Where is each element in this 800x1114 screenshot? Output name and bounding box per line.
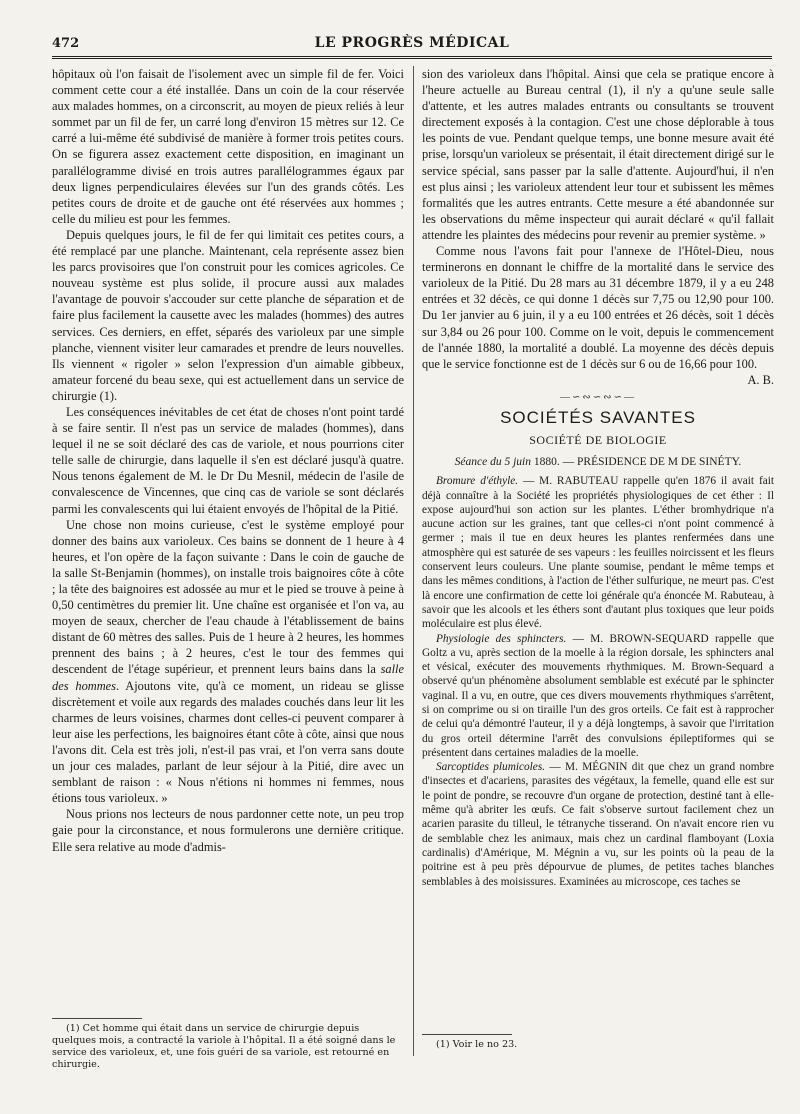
emphasis: salle des hommes bbox=[52, 662, 404, 693]
session-presidency: 1880. — PRÉSIDENCE DE M DE SINÉTY. bbox=[531, 456, 742, 469]
paragraph: Nous prions nos lecteurs de nous pardonner cette note, un peu trop gaie pour la circonstance, et nous formulerons une dernière critique. Elle sera relative au mode d'admis- bbox=[52, 807, 404, 854]
paragraph bbox=[52, 517, 404, 807]
paragraph-text: — M. MÉGNIN dit que chez un grand nombre d'insectes et d'acariens, parasites des végétaux, la femelle, quand elle est sur le point de pondre, se recouvre d'un organe de protection, destiné tant à elle-même qu'à abriter les œufs. Ce fait s'observe surtout facilement chez un acarien parasite du tilleul, le tétranyche tisserand. On n'avait encore rien vu de semblable chez les animaux, mais chez un cardinal flamboyant (Loxia cardinalis) d'Amérique, M. Mégnin a vu, sur les points où la peau de la poitrine est à peu près dépourvue de plumes, de petites taches blanches semblables à des moisissures. Examinées au microscope, ces taches se bbox=[422, 761, 774, 888]
ornament-divider: —∽∾∽∾∽— bbox=[560, 391, 636, 403]
footnote: (1) Voir le no 23. bbox=[436, 1039, 518, 1050]
signature: A. B. bbox=[747, 372, 774, 387]
right-footnote-area bbox=[422, 1028, 774, 1051]
paragraph-title: Sarcoptides plumicoles. bbox=[436, 761, 546, 774]
left-column bbox=[52, 66, 404, 855]
proceedings bbox=[422, 474, 774, 889]
page-number: 472 bbox=[52, 36, 80, 51]
footnote-rule bbox=[422, 1034, 512, 1035]
paragraph bbox=[422, 760, 774, 889]
footnote-rule bbox=[52, 1018, 142, 1019]
left-footnote-area bbox=[52, 1012, 404, 1071]
column-divider bbox=[413, 66, 414, 1056]
text-run: . Ajoutons vite, qu'à ce moment, un rideau se glisse discrètement et voile aux regards des malades couchés dans leur lit les charmes de leurs voisines, charmes dont celles-ci peuvent comparer à leur aise les perfections, les baignoires étant côte à côte, ainsi que nous l'avons dit. Cela est très joli, n'est-il pas vrai, et l'on verra sans doute un jour ces malades, parlant de leur séjour à la Pitié, dire avec un semblant de raison : « Nous n'étions ni hommes ni femmes, nous étions tous varioleux. » bbox=[52, 678, 404, 806]
text-run: Une chose non moins curieuse, c'est le système employé pour donner des bains aux varioleux. Ces bains se donnent de 1 heure à 4 heures, et l'on opère de la façon suivante : Dans le coin de gauche de la salle St-Benjamin (hommes), on installe trois baignoires côte à côte ; la tête des baignoires est adossée au mur et le pied se trouve à peine à 0,50 centimètres du premier lit. Une chaîne est organisée et l'on va, au moyen de seaux, chercher de l'eau chaude à l'établissement de bains distant de 60 mètres des salles. Puis de 1 heure à 2 heures, les hommes prennent des bains ; à 2 heures, c'est le tour des femmes qui descendent de l'étage supérieur, et prennent leurs bains dans la bbox=[52, 517, 404, 677]
page-header bbox=[52, 34, 772, 59]
paragraph: Comme nous l'avons fait pour l'annexe de l'Hôtel-Dieu, nous terminerons en donnant le chiffre de la mortalité dans le service des varioleux de la Pitié. Du 28 mars au 31 décembre 1879, il y a eu 248 entrées et 32 décès, ce qui donne 1 décès sur 7,75 ou 12,90 pour 100. Du 1er janvier au 6 juin, il y a eu 100 entrées et 26 décès, soit 1 décès sur 3,84 ou 26 pour 100. Comme on le voit, depuis le commencement de l'année 1880, la mortalité a doublé. La moyenne des décès depuis que le service fonctionne est de 1 décès sur 6 ou de 16,66 pour 100. bbox=[422, 244, 774, 371]
paragraph bbox=[422, 474, 774, 631]
page-title: LE PROGRÈS MÉDICAL bbox=[314, 35, 510, 51]
paragraph: Les conséquences inévitables de cet état de choses n'ont point tardé à se faire sentir. Il n'est pas un service de malades (hommes), dans lequel il ne se soit déclaré des cas de variole, et nous pourrions citer telle salle de chirurgie, dans laquelle il s'en est déclaré jusqu'à quatre. Nous tenons également de M. le Dr Du Mesnil, médecin de l'asile de convalescence de Vincennes, que cinq cas de variole se sont déclarés parmi les convalescents qui lui étaient envoyés de l'hôpital de la Pitié. bbox=[52, 404, 404, 516]
section-title: SOCIÉTÉS SAVANTES bbox=[500, 407, 696, 427]
right-column bbox=[422, 66, 774, 889]
paragraph-title: Physiologie des sphincters. bbox=[436, 632, 567, 645]
footnote: (1) Cet homme qui était dans un service de chirurgie depuis quelques mois, a contracté la variole à l'hôpital. Il a été soigné dans le service des varioleux, et, une fois guéri de sa variole, est retourné en chirurgie. bbox=[52, 1023, 396, 1070]
session-line bbox=[422, 454, 774, 470]
session-date: Séance du 5 juin bbox=[454, 456, 531, 469]
paragraph: sion des varioleux dans l'hôpital. Ainsi que cela se pratique encore à l'heure actuelle au Bureau central (1), il n'y a qu'une seule salle d'attente, et les autres malades entrants ou consultants se trouvent directement exposés à la contagion. C'est une chose déplorable à tous les points de vue. Pendant quelque temps, une bonne mesure avait été prise, lorsqu'un varioleux se présentait, il était directement dirigé sur le service spécial, sans passer par la salle d'attente. Aujourd'hui, il n'en est plus ainsi ; les varioleux attendent leur tour et subissent les mêmes formalités que les autres entrants. Cette mesure a été abandonnée sur les observations du même inspecteur qui aurait déclaré « qu'il fallait attendre les plaintes des médecins pour revenir au premier système. » bbox=[422, 67, 774, 242]
paragraph bbox=[422, 632, 774, 761]
paragraph: Depuis quelques jours, le fil de fer qui limitait ces petites cours, a été remplacé par une planche. Maintenant, cela représente assez bien les parcs provisoires que l'on construit pour les comices agricoles. Ce nouveau système est plus solide, il procure aussi aux malades l'avantage de pouvoir s'accouder sur cette planche de séparation et de faire plus facilement la causette avec les malades (hommes) des autres services. Ces derniers, en effet, séparés des varioleux par une simple planche, viennent visiter leur camarades et prendre de leurs nouvelles. Ils viennent « rigoler » selon l'expression d'un aimable gibbeux, amateur forcené du beau sexe, qui est actuellement dans un service de chirurgie (1). bbox=[52, 227, 404, 403]
paragraph-text: — M. RABUTEAU rappelle qu'en 1876 il avait fait déjà connaître à la Société les propriétés physiologiques de cet éther : Il expose aujourd'hui son action sur les plantes. L'éther bromhydrique n'a aucune action sur les graines, tant que celles-ci n'ont point commencé à germer ; mais il tue en deux heures les plantes renfermées dans une atmosphère qui est saturée de ses vapeurs : les feuilles noircissent et les fleurs conservent leurs couleurs. Une plante soumise, pendant le même temps et dans les mêmes conditions, à l'action de l'éther sulfurique, ne meurt pas. C'est là encore une confirmation de cette loi générale qu'a énoncée M. Rabuteau, à savoir que les alcools et les éthers sont d'autant plus toxiques que leur poids moléculaire est plus élevé. bbox=[422, 475, 774, 631]
paragraph-title: Bromure d'éthyle. bbox=[436, 475, 519, 488]
subsection-title: SOCIÉTÉ DE BIOLOGIE bbox=[529, 433, 667, 448]
paragraph-text: — M. BROWN-SEQUARD rappelle que Goltz a vu, après section de la moelle à la région dorsale, les sphincters anal et vésical, exécuter des mouvements rhythmiques. M. Brown-Sequard a observé qu'un phénomène absolument semblable est exécuté par le sphincter vaginal. Il a vu, en outre, que ces divers mouvements rhythmiques s'arrêtent, si on comprime ou si on tiraille l'un des gros orteils. Ce fait est à rapprocher de celui qu'a démontré l'auteur, il y a déjà longtemps, à savoir que l'irritation du gros orteil détermine l'arrêt des convulsions épileptiformes qui se présentent dans certaines maladies de la moelle. bbox=[422, 632, 775, 759]
paragraph: hôpitaux où l'on faisait de l'isolement avec un simple fil de fer. Voici comment cette cour a été installée. Dans un coin de la cour réservée aux malades hommes, on a circonscrit, au moyen de pieux reliés à leur sommet par un fil de fer, un carré long d'environ 15 mètres sur 12. Ce carré a lui-même été subdivisé de manière à former trois petites cours. On se figurera assez exactement cette disposition, en imaginant un parallélogramme divisé en trois autres parallélogrammes égaux par deux lignes perpendiculaires élevées sur l'un des grands côtés. Les petites cours de droite et de gauche ont été réservées aux hommes ; celle du milieu est pour les femmes. bbox=[52, 67, 404, 226]
